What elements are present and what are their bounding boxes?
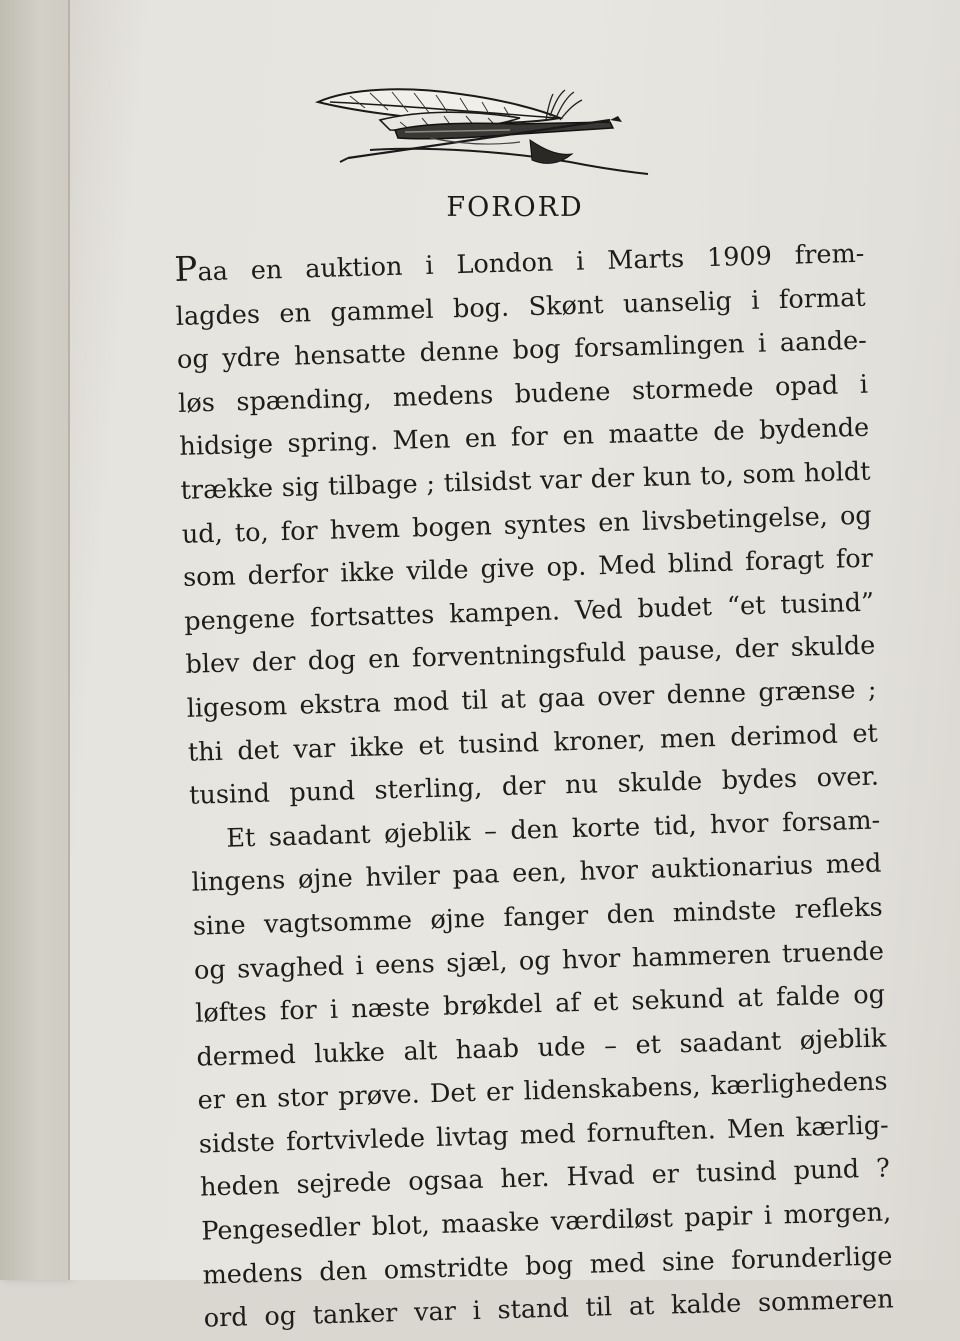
text-line: lingens øjne hviler paa een, hvor auktionarius med: [191, 848, 882, 899]
text-line: løftes for i næste brøkdel af et sekund at falde og: [194, 979, 886, 1029]
text-line: er en stor prøve. Det er lidenskabens, kærlighedens: [197, 1066, 888, 1116]
facing-page-edge: [0, 0, 70, 1280]
text-line: som derfor ikke vilde give op. Med blind foragt for: [182, 543, 874, 594]
text-line: ligesom ekstra mod til at gaa over denne grænse ;: [186, 674, 877, 724]
text-line: blev der dog en forventningsfuld pause, der skulde: [185, 630, 876, 681]
text-line: tusind pund sterling, der nu skulde bydes over.: [188, 761, 880, 811]
text-line: dermed lukke alt haab ude – et saadant øjeblik: [196, 1023, 887, 1073]
text-line: ud, to, for hvem bogen syntes en livsbetingelse, og: [181, 500, 873, 550]
text-line: og ydre hensatte denne bog forsamlingen i aande-: [176, 325, 868, 376]
text-line: og svaghed i eens sjæl, og hvor hammeren truende: [193, 935, 885, 986]
text-line: medens den omstridte bog med sine forunderlige: [202, 1240, 893, 1291]
drop-cap: P: [173, 249, 198, 290]
chapter-heading: FORORD: [446, 192, 584, 223]
text-line: Pengesedler blot, maaske værdiløst papir i morgen,: [200, 1197, 892, 1247]
text-line: sine vagtsomme øjne fanger den mindste refleks: [192, 892, 883, 942]
text-line: trække sig tilbage ; tilsidst var der kun to, som holdt: [180, 456, 871, 506]
text-line: løs spænding, medens budene stormede opad i: [177, 369, 869, 419]
text-line: sidste fortvivlede livtag med fornuften. Men kærlig-: [198, 1110, 890, 1160]
text-line: hidsige spring. Men en for en maatte de bydende: [179, 413, 870, 463]
text-line: pengene fortsattes kampen. Ved budet “et tusind”: [183, 587, 875, 637]
paragraph: [190, 799, 894, 1341]
text-line: Et saadant øjeblik – den korte tid, hvor forsam-: [225, 805, 881, 854]
text-line: heden sejrede ogsaa her. Hvad er tusind pund ?: [199, 1153, 891, 1204]
text-line-rest: aa en auktion i London i Marts 1909 frem-: [197, 238, 865, 288]
paragraph: [174, 233, 880, 819]
book-page: [70, 0, 960, 1334]
text-line: ord og tanker var i stand til at kalde sommeren: [203, 1284, 894, 1334]
text-line: thi det var ikke et tusind kroner, men derimod et: [187, 718, 879, 768]
text-line: lagdes en gammel bog. Skønt uanselig i format: [175, 282, 866, 332]
chapter-body: [174, 233, 894, 1341]
quill-pen-icon: [310, 80, 670, 180]
